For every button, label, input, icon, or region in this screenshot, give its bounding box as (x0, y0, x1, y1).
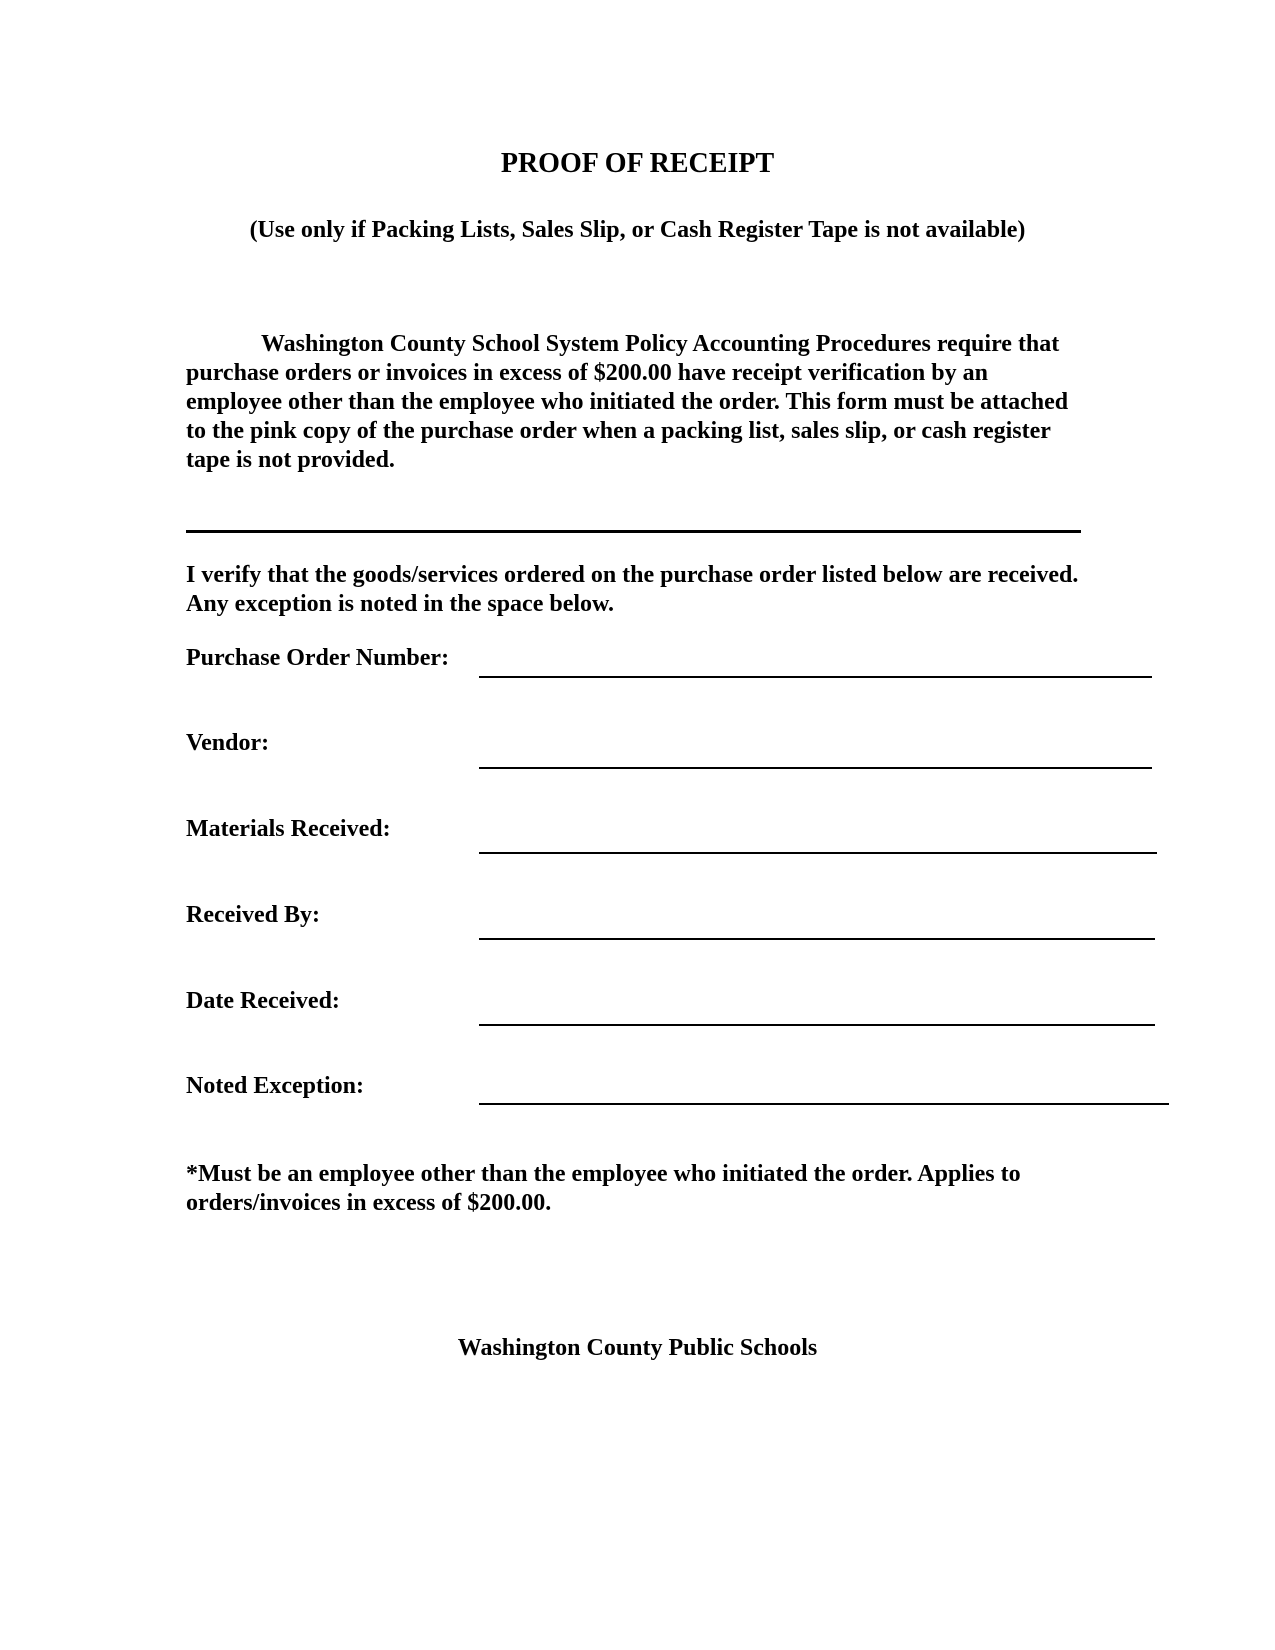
policy-paragraph (186, 330, 1086, 475)
footnote: *Must be an employee other than the employee who initiated the order. Applies to orders/invoices in excess of $200.00. (186, 1161, 1021, 1216)
verification-statement: I verify that the goods/services ordered on the purchase order listed below are received. Any exception is noted in the space below. (186, 562, 1079, 617)
page-title: PROOF OF RECEIPT (500, 148, 775, 179)
page-subtitle: (Use only if Packing Lists, Sales Slip, or Cash Register Tape is not available) (249, 217, 1026, 243)
organization-footer: Washington County Public Schools (457, 1335, 818, 1361)
date-received-label: Date Received: (186, 988, 340, 1014)
policy-text: Washington County School System Policy Accounting Procedures require that purchase orders or invoices in excess of $200.00 have receipt verification by an employee other than the employee who initiated the order. This form must be attached to the pink copy of the purchase order when a packing list, sales slip, or cash register tape is not provided. (186, 331, 1069, 473)
purchase-order-number-field[interactable] (479, 676, 1152, 678)
purchase-order-number-label: Purchase Order Number: (186, 645, 450, 671)
received-by-label: Received By: (186, 902, 320, 928)
materials-received-field[interactable] (479, 852, 1157, 854)
vendor-label: Vendor: (186, 730, 270, 756)
received-by-field[interactable] (479, 938, 1155, 940)
vendor-field[interactable] (479, 767, 1152, 769)
materials-received-label: Materials Received: (186, 816, 391, 842)
noted-exception-label: Noted Exception: (186, 1073, 364, 1099)
date-received-field[interactable] (479, 1024, 1155, 1026)
noted-exception-field[interactable] (479, 1103, 1169, 1105)
section-divider (186, 530, 1081, 533)
